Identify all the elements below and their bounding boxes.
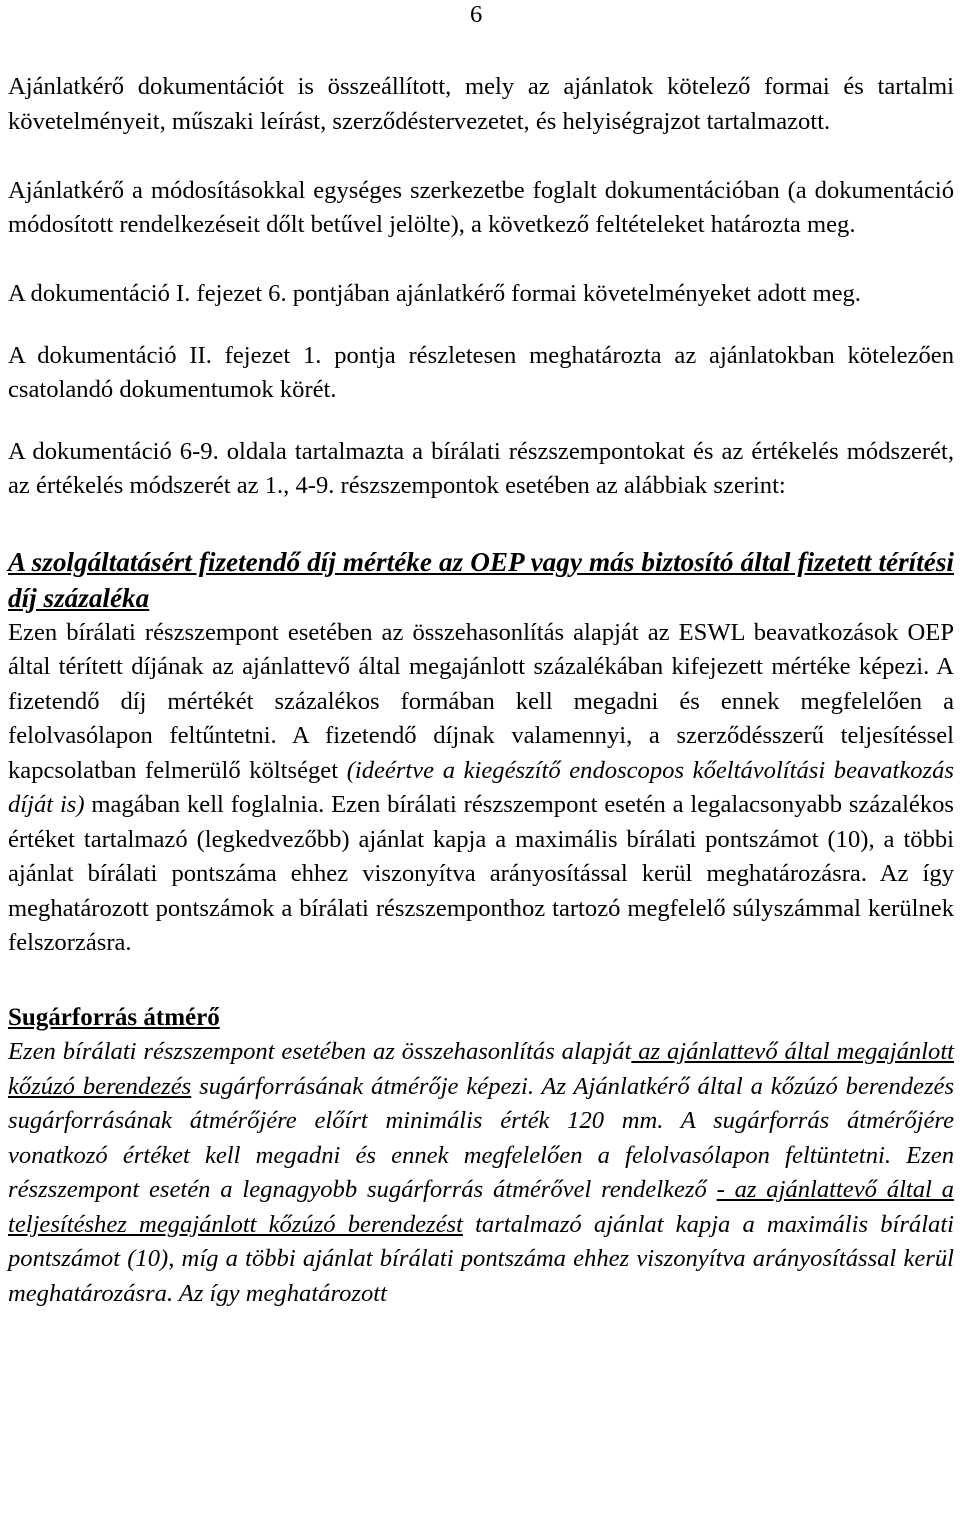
paragraph-formal-requirements: A dokumentáció I. fejezet 6. pontjában ajánlatkérő formai követelményeket adott meg.	[8, 280, 861, 307]
beam-text-5: tartalmazó ajánlat kapja a maximális bírálati pontszámot (10), míg a többi ajánlat bírálati pontszáma ehhez viszonyítva arányosítással kerül meghatározásra. Az így meghatározott	[8, 1210, 954, 1307]
paragraph-evaluation-criteria: A dokumentáció 6-9. oldala tartalmazta a bírálati részszempontokat és az értékelés módszerét, az értékelés módszerét az 1., 4-9. részszempontok esetében az alábbiak szerint:	[8, 437, 954, 499]
beam-text-4-underlined: - az ajánlattevő által a teljesítéshez megajánlott kőzúzó berendezést	[8, 1176, 954, 1238]
section-body-beam-diameter	[8, 1035, 954, 1311]
section-heading-fee-percentage: A szolgáltatásért fizetendő díj mértéke az OEP vagy más biztosító által fizetett térítési díj százaléka	[8, 546, 954, 613]
document-body	[8, 70, 954, 1311]
fee-body-text-b: magában kell foglalnia. Ezen bírálati részszempont esetén a legalacsonyabb százalékos értéket tartalmazó (legkedvezőbb) ajánlat kapja a maximális bírálati pontszámot (10), a többi ajánlat bírálati pontszáma ehhez viszonyítva arányosítással kerül meghatározásra. Az így meghatározott pontszámok a bírálati részszemponthoz tartozó megfelelő súlyszámmal kerülnek felszorzásra.	[8, 791, 955, 956]
beam-text-2-underlined: az ajánlattevő által megajánlott kőzúzó berendezés	[8, 1038, 954, 1100]
page-number: 6	[470, 1, 483, 28]
beam-text-3: sugárforrásának átmérője képezi. Az Ajánlatkérő által a kőzúzó berendezés sugárforrásának átmérőjére előírt minimális érték 120 mm. A sugárforrás átmérőjére vonatkozó értéket kell megadni és ennek megfelelően a felolvasólapon feltüntetni. Ezen részszempont esetén a legnagyobb sugárforrás átmérővel rendelkező	[8, 1072, 955, 1203]
fee-body-text-a: Ezen bírálati részszempont esetében az összehasonlítás alapját az ESWL beavatkozások OEP által térített díjának az ajánlattevő által megajánlott százalékában kifejezett mértéke képezi. A fizetendő díj mértékét százalékos formában kell megadni és ennek megfelelően a felolvasólapon feltűntetni. A fizetendő díjnak valamennyi, a szerződésszerű teljesítéssel kapcsolatban felmerülő költséget	[8, 618, 954, 784]
section-body-fee-percentage	[8, 616, 954, 961]
paragraph-required-documents: A dokumentáció II. fejezet 1. pontja részletesen meghatározta az ajánlatokban kötelezően csatolandó dokumentumok körét.	[8, 341, 954, 403]
paragraph-modifications: Ajánlatkérő a módosításokkal egységes szerkezetbe foglalt dokumentációban (a dokumentáció módosított rendelkezéseit dőlt betűvel jelölte), a következő feltételeket határozta meg.	[8, 176, 954, 238]
section-heading-beam-diameter: Sugárforrás átmérő	[8, 1003, 220, 1031]
beam-text-1: Ezen bírálati részszempont esetében az összehasonlítás alapját	[8, 1038, 632, 1065]
paragraph-documentation-intro: Ajánlatkérő dokumentációt is összeállított, mely az ajánlatok kötelező formai és tartalmi követelményeit, műszaki leírást, szerződéstervezetet, és helyiségrajzot tartalmazott.	[8, 73, 954, 135]
fee-body-italic-note: (ideértve a kiegészítő endoscopos kőeltávolítási beavatkozás díját is)	[8, 756, 954, 818]
